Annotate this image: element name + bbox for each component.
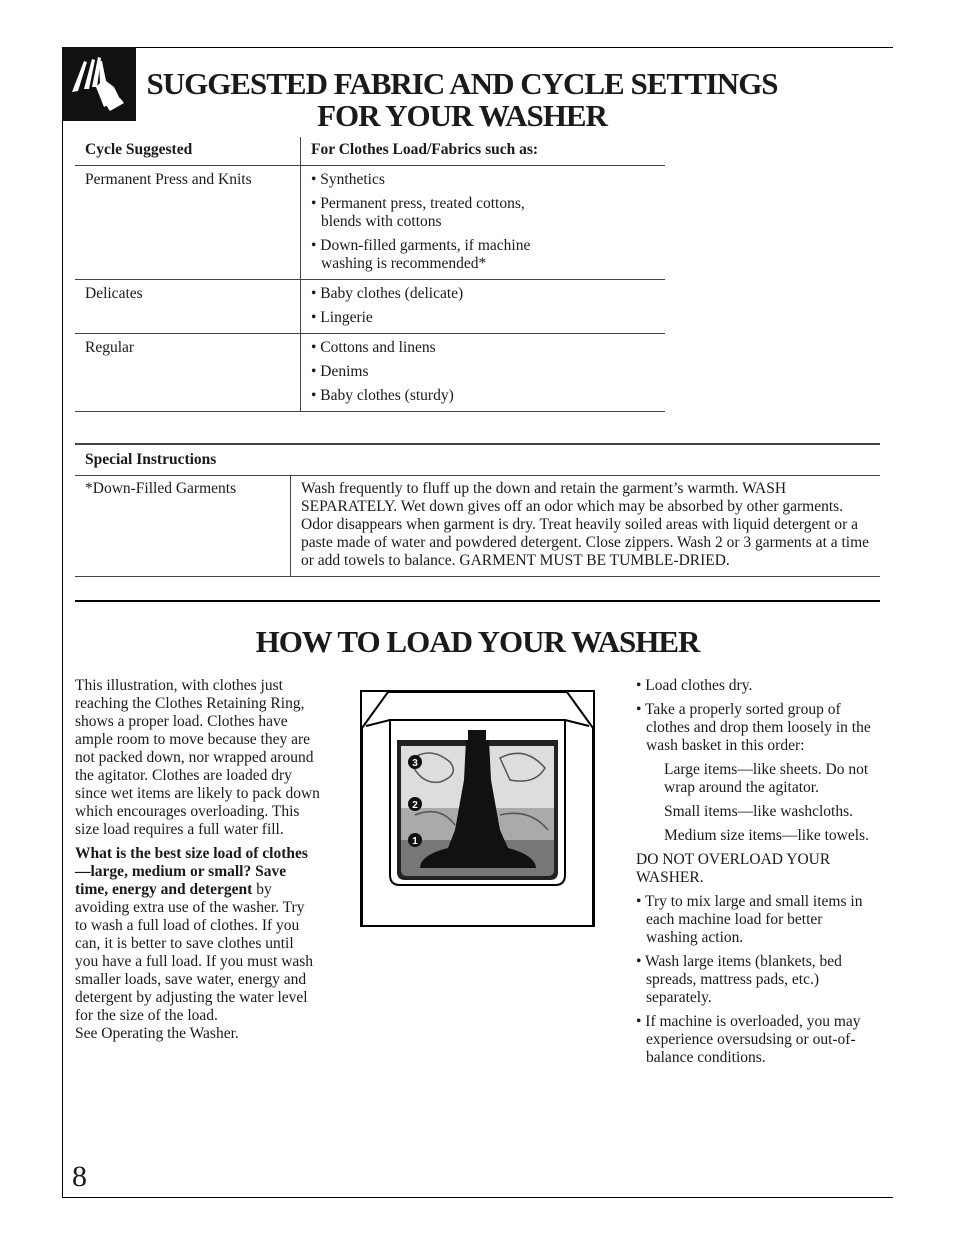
table-row — [75, 166, 665, 280]
overload-warning: DO NOT OVERLOAD YOUR WASHER. — [636, 851, 831, 886]
load-label-2: 2 — [412, 800, 418, 811]
cycle-name: Regular — [75, 334, 301, 412]
right-column — [636, 677, 876, 1073]
special-header: Special Instructions — [75, 444, 880, 476]
fabric-item: • Permanent press, treated cottons, blends with cottons — [311, 195, 525, 230]
fabric-item: • Cottons and linens — [311, 339, 436, 356]
section-title: HOW TO LOAD YOUR WASHER — [255, 624, 700, 659]
intro-paragraph: This illustration, with clothes just reaching the Clothes Retaining Ring, shows a proper load. Clothes have ample room to move because they are not packed down, nor wrapped around the agitator. Clothes are loaded dry since wet items are likely to pack down which encourages overloading. This size load requires a full water fill. — [75, 677, 320, 838]
see-also: See Operating the Washer. — [75, 1025, 239, 1042]
load-size-paragraph — [75, 845, 320, 1025]
table-row — [75, 334, 665, 412]
cycle-name: Delicates — [75, 280, 301, 334]
cycle-name: Permanent Press and Knits — [75, 166, 301, 280]
order-item-small: Small items—like washcloths. — [664, 803, 853, 820]
col-header-fabrics: For Clothes Load/Fabrics such as: — [301, 137, 666, 166]
fabric-list — [301, 334, 666, 412]
section-divider — [75, 600, 880, 602]
bottom-rule — [62, 1197, 893, 1198]
fabric-item: • Baby clothes (sturdy) — [311, 387, 454, 404]
page-number: 8 — [72, 1160, 87, 1193]
bullet-item: • Take a properly sorted group of clothes and drop them loosely in the wash basket in this order: — [636, 701, 871, 754]
order-item-medium: Medium size items—like towels. — [664, 827, 869, 844]
bullet-item: • Try to mix large and small items in each machine load for better washing action. — [636, 893, 863, 946]
fabric-item: • Lingerie — [311, 309, 373, 326]
fabric-item: • Denims — [311, 363, 369, 380]
top-rule — [62, 47, 893, 48]
washer-load-illustration — [360, 690, 595, 928]
title-line-1: SUGGESTED FABRIC AND CYCLE SETTINGS — [146, 66, 778, 101]
special-label: *Down-Filled Garments — [75, 476, 291, 577]
title-line-2: FOR YOUR WASHER — [317, 98, 607, 133]
bullet-item: • Wash large items (blankets, bed spreads, mattress pads, etc.) separately. — [636, 953, 842, 1006]
load-label-3: 3 — [412, 758, 418, 769]
load-size-text: by avoiding extra use of the washer. Try to wash a full load of clothes. If you can, it is better to save clothes until you have a full load. If you must wash smaller loads, save water, energy and detergent by adjusting the water level for the size of the load. — [75, 881, 314, 1024]
load-size-question: What is the best size load of clothes—large, medium or small? Save time, energy and detergent — [75, 845, 308, 898]
fabric-list — [301, 166, 666, 280]
left-rule — [62, 47, 63, 1198]
order-item-large: Large items—like sheets. Do not wrap around the agitator. — [664, 761, 869, 796]
page-title — [62, 68, 862, 132]
fabric-list — [301, 280, 666, 334]
table-row — [75, 476, 880, 577]
fabric-item: • Baby clothes (delicate) — [311, 285, 464, 302]
table-row — [75, 280, 665, 334]
bullet-item: • If machine is overloaded, you may experience oversudsing or out-of-balance conditions. — [636, 1013, 861, 1066]
fabric-item: • Synthetics — [311, 171, 385, 188]
special-text: Wash frequently to fluff up the down and retain the garment’s warmth. WASH SEPARATELY. Wet down gives off an odor which may be absorbed by other garments. Odor disappears when garment is dry. Treat heavily soiled areas with liquid detergent or a paste made of water and powdered detergent. Close zippers. Wash 2 or 3 garments at a time or add towels to balance. GARMENT MUST BE TUMBLE-DRIED. — [291, 476, 881, 577]
left-column — [75, 677, 320, 1049]
load-label-1: 1 — [412, 836, 418, 847]
col-header-cycle: Cycle Suggested — [75, 137, 301, 166]
fabric-item: • Down-filled garments, if machine washing is recommended* — [311, 237, 531, 272]
cycle-table — [75, 137, 665, 412]
special-instructions-table — [75, 443, 880, 577]
bullet-item: • Load clothes dry. — [636, 677, 753, 694]
